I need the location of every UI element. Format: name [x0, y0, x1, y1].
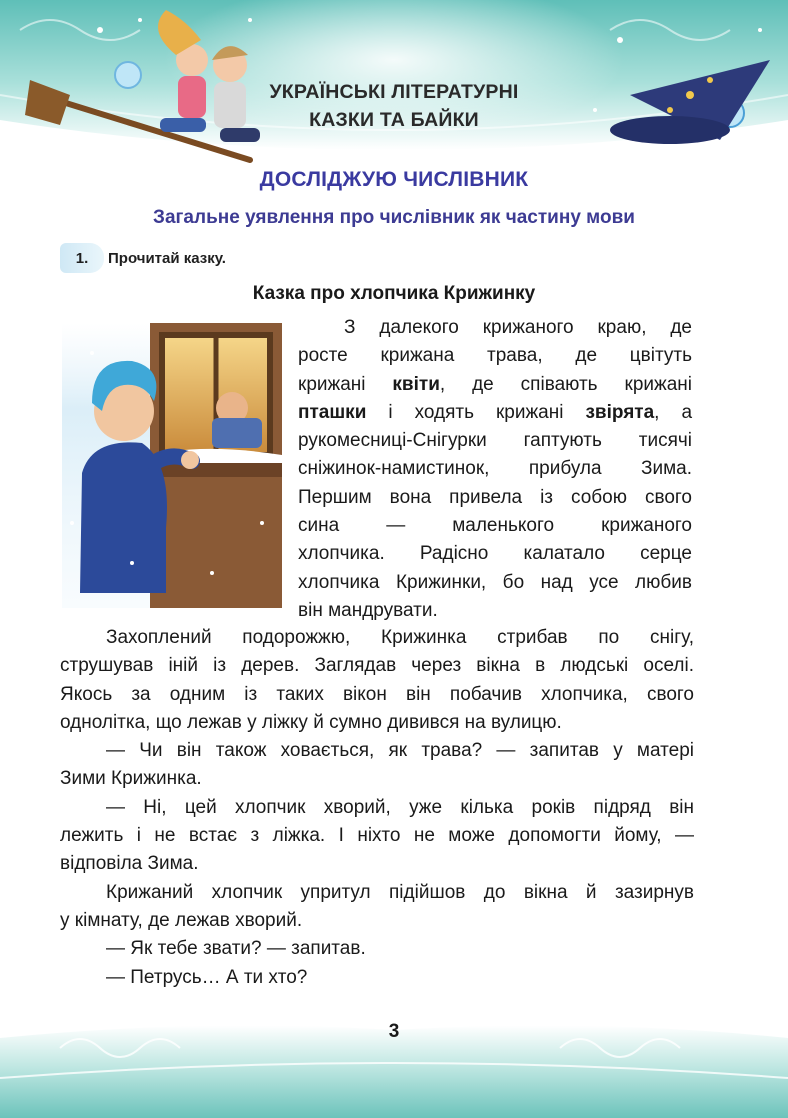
- text-line: — Чи він також ховається, як трава? — запитав у матері: [106, 740, 694, 762]
- paragraph: [60, 794, 694, 879]
- story-text-beside-image: [298, 314, 692, 625]
- text-line: він мандрувати.: [298, 599, 438, 621]
- text-line: Крижаний хлопчик упритул підійшов до вікна й зазирнув: [106, 881, 694, 903]
- text-line: відповіла Зима.: [60, 853, 199, 875]
- text-line: хлопчика. Радісно калатало серце: [298, 543, 692, 565]
- text-span: , а: [654, 401, 693, 423]
- text-line: Якось за одним із таких вікон він побачив хлопчика, свого: [60, 683, 694, 705]
- text-span: і ходять крижані: [366, 401, 586, 423]
- text-span: , де співають крижані: [439, 373, 692, 395]
- bold-word: звірята: [585, 401, 655, 423]
- text-line: — Петрусь… А ти хто?: [106, 966, 308, 988]
- text-line: росте крижана трава, де цвітуть: [298, 345, 692, 367]
- bold-word: квіти: [392, 373, 440, 395]
- section-title-line-2: КАЗКИ ТА БАЙКИ: [309, 109, 479, 131]
- task-1: [60, 240, 226, 276]
- task-number-badge: 1.: [60, 243, 104, 273]
- text-line: однолітка, що лежав у ліжку й сумно дивився на вулицю.: [60, 711, 562, 733]
- text-line: лежить і не встає з ліжка. І ніхто не може допомогти йому, —: [60, 825, 694, 847]
- text-line: рукомесниці-Снігурки гаптують тисячі: [298, 430, 692, 452]
- topic-title: ДОСЛІДЖУЮ ЧИСЛІВНИК: [259, 168, 529, 191]
- paragraph: [60, 935, 694, 963]
- page-number: 3: [388, 1021, 400, 1042]
- paragraph: [60, 964, 694, 992]
- paragraph: [60, 624, 694, 737]
- text-line: [298, 371, 692, 399]
- story-illustration: [62, 323, 282, 608]
- lesson-title: Загальне уявлення про числівник як частину мови: [153, 207, 635, 228]
- story-body: [60, 624, 694, 992]
- paragraph: [60, 737, 694, 794]
- story-title: Казка про хлопчика Крижинку: [252, 283, 536, 304]
- text-line: у кімнату, де лежав хворий.: [60, 909, 303, 931]
- text-line: Зими Крижинка.: [60, 768, 202, 790]
- bold-word: пташки: [298, 401, 367, 423]
- text-line: хлопчика Крижинки, бо над усе любив: [298, 571, 692, 593]
- text-line: Захоплений подорожжю, Крижинка стрибав по снігу,: [106, 627, 694, 648]
- text-line: сина — маленького крижаного: [298, 515, 692, 537]
- text-span: крижані: [298, 373, 393, 395]
- text-line: — Як тебе звати? — запитав.: [106, 938, 366, 960]
- text-line: — Ні, цей хлопчик хворий, уже кілька років підряд він: [106, 796, 694, 818]
- section-title-line-1: УКРАЇНСЬКІ ЛІТЕРАТУРНІ: [269, 81, 519, 103]
- paragraph: [60, 879, 694, 936]
- task-instruction: Прочитай казку.: [108, 249, 226, 267]
- text-line: сніжинок-намистинок, прибула Зима.: [298, 458, 692, 480]
- section-title: [0, 78, 788, 134]
- text-line: струшував іній із дерев. Заглядав через вікна в людські оселі.: [60, 655, 694, 677]
- text-line: [298, 399, 692, 427]
- text-line: Першим вона привела із собою свого: [298, 486, 692, 508]
- text-line: З далекого крижаного краю, де: [344, 317, 692, 338]
